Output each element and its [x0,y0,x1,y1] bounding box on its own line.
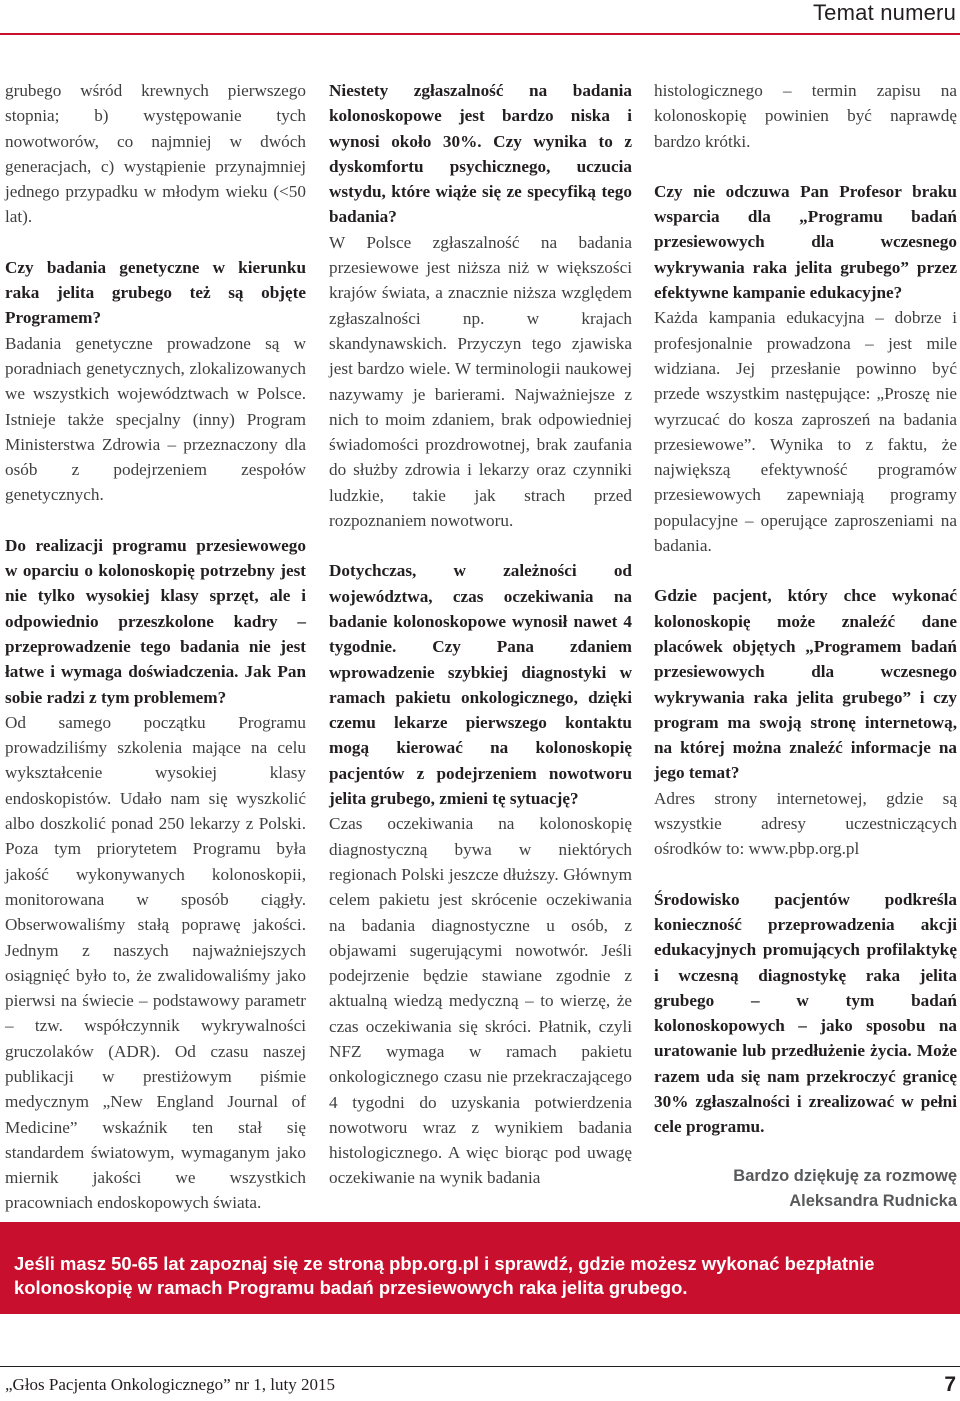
question: Do realizacji programu przesiewowego w oparciu o kolonoskopię potrzebny jest nie tylko wysokiej klasy sprzęt, ale i odpowiednio przeszkolone kadry – przeprowadzenie tego badania nie jest łatwe i wymaga doświadczenia. Jak Pan sobie radzi z tym problemem? [5,535,306,707]
paragraph: grubego wśród krewnych pierwszego stopnia; b) występowanie tych nowotworów, co najmniej w dwóch generacjach, c) wystąpienie przynajmniej jednego przypadku w młodym wieku (<50 lat). [5,81,306,227]
banner-text: Jeśli masz 50-65 lat zapoznaj się ze stroną pbp.org.pl i sprawdź, gdzie możesz wykonać bezpłatnie kolonoskopię w ramach Programu badań przesiewowych raka jelita grubego. [14,1253,875,1298]
question: Czy nie odczuwa Pan Profesor braku wsparcia dla „Programu badań przesiewowych dla wczesnego wykrywania raka jelita grubego” przez efektywne kampanie edukacyjne? [654,181,957,303]
column-2 [329,78,632,1191]
column-3 [654,78,957,1214]
answer: Od samego początku Programu prowadziliśmy szkolenia mające na celu wykształcenie wysokiej klasy endoskopistów. Udało nam się wyszkolić albo doszkolić ponad 250 lekarzy z Polski. Poza tym priorytetem Programu była jakość wykonywanych kolonoskopii, monitorowana w sposób ciągły. Obserwowaliśmy stałą poprawę jakości. Jednym z naszych najważniejszych osiągnięć było to, że zwalidowaliśmy jako pierwsi na świecie – podstawowy parametr – tzw. współczynnik wykrywalności gruczolaków (ADR). Od czasu naszej publikacji w prestiżowym piśmie medycznym „New England Journal of Medicine” wskaźnik ten stał się standardem światowym, wymaganym jako miernik jakości we wszystkich pracowniach endoskopowych świata. [5,712,306,1213]
answer: W Polsce zgłaszalność na badania przesiewowe jest niższa niż w większości krajów świata, a znacznie niższa względem zgłaszalności np. w krajach skandynawskich. Przyczyn tego zjawiska jest bardzo wiele. W terminologii naukowej nazywamy je barierami. Najważniejsze z nich to moim zdaniem, brak odpowiedniej świadomości prozdrowotnej, brak zaufania do służby zdrowia i lekarzy oraz czynniki ludzkie, takie jak strach przed rozpoznaniem nowotworu. [329,232,632,531]
answer: Adres strony internetowej, gdzie są wszystkie adresy uczestniczących ośrodków to: www.pbp.org.pl [654,788,957,859]
publication-name: „Głos Pacjenta Onkologicznego” nr 1, luty 2015 [5,1375,336,1394]
promo-banner [0,1222,960,1314]
signature [654,1164,957,1214]
column-1 [5,78,306,1216]
section-title: Temat numeru [812,0,956,25]
question: Gdzie pacjent, który chce wykonać kolonoskopię może znaleźć dane placówek objętych „Programem badań przesiewowych dla wczesnego wykrywania raka jelita grubego” i czy program ma swoją stronę internetową, na której można znaleźć informacje na jego temat? [654,586,957,783]
author-name: Aleksandra Rudnicka [789,1191,957,1210]
thanks-line: Bardzo dziękuję za rozmowę [733,1166,957,1185]
answer: Badania genetyczne prowadzone są w poradniach genetycznych, zlokalizowanych we wszystkich województwach w Polsce. Istnieje także specjalny (inny) Program Ministerstwa Zdrowia – przeznaczony dla osób z podejrzeniem zespołów genetycznych. [5,333,306,505]
question: Czy badania genetyczne w kierunku raka jelita grubego też są objęte Programem? [5,257,306,328]
answer: Każda kampania edukacyjna – dobrze i profesjonalnie prowadzona – jest mile widziana. Jej przesłanie powinno być przede wszystkim następujące: „Proszę nie wyrzucać do kosza zaproszeń na badania przesiewowe”. Wynika to z faktu, że największą efektywność programów przesiewowych zapewniają programy populacyjne – operujące zaproszeniami na badania. [654,308,957,556]
footer-divider [0,1366,960,1367]
answer: Czas oczekiwania na kolonoskopię diagnostyczną bywa w niektórych regionach Polski jeszcze dłuższy. Głównym celem pakietu jest skrócenie oczekiwania na badania diagnostyczne u osób, z objawami sugerującymi nowotwór. Jeśli podejrzenie będzie stawiane zgodnie z aktualną wiedzą medyczną – to wierzę, że czas oczekiwania się skróci. Płatnik, czyli NFZ wymaga w ramach pakietu onkologicznego czasu nie przekraczającego 4 tygodni do uzyskania potwierdzenia nowotworu wraz z wynikiem badania histologicznego. A więc biorąc pod uwagę oczekiwanie na wynik badania [329,814,632,1188]
question: Dotychczas, w zależności od województwa, czas oczekiwania na badanie kolonoskopowe wynosił nawet 4 tygodnie. Czy Pana zdaniem wprowadzenie szybkiej diagnostyki w ramach pakietu onkologicznego, dzięki czemu lekarze pierwszego kontaktu mogą kierować na kolonoskopię pacjentów z podejrzeniem nowotworu jelita grubego, zmieni tę sytuację? [329,561,632,809]
page-number: 7 [944,1373,956,1396]
closing-statement: Środowisko pacjentów podkreśla konieczność przeprowadzenia akcji edukacyjnych promujących profilaktykę i wczesną diagnostykę raka jelita grubego – w tym badań kolonoskopowych – jako sposobu na uratowanie lub przedłużenie życia. Może razem uda się nam przekroczyć granicę 30% zgłaszalności i zrealizować w pełni cele programu. [654,889,957,1137]
answer-continued: histologicznego – termin zapisu na kolonoskopię powinien być naprawdę bardzo krótki. [654,81,957,151]
question: Niestety zgłaszalność na badania kolonoskopowe jest bardzo niska i wynosi około 30%. Czy wynika to z dyskomfortu psychicznego, uczucia wstydu, które wiąże się ze specyfiką tego badania? [329,81,632,227]
header-divider [0,33,960,35]
page-header [0,0,960,40]
